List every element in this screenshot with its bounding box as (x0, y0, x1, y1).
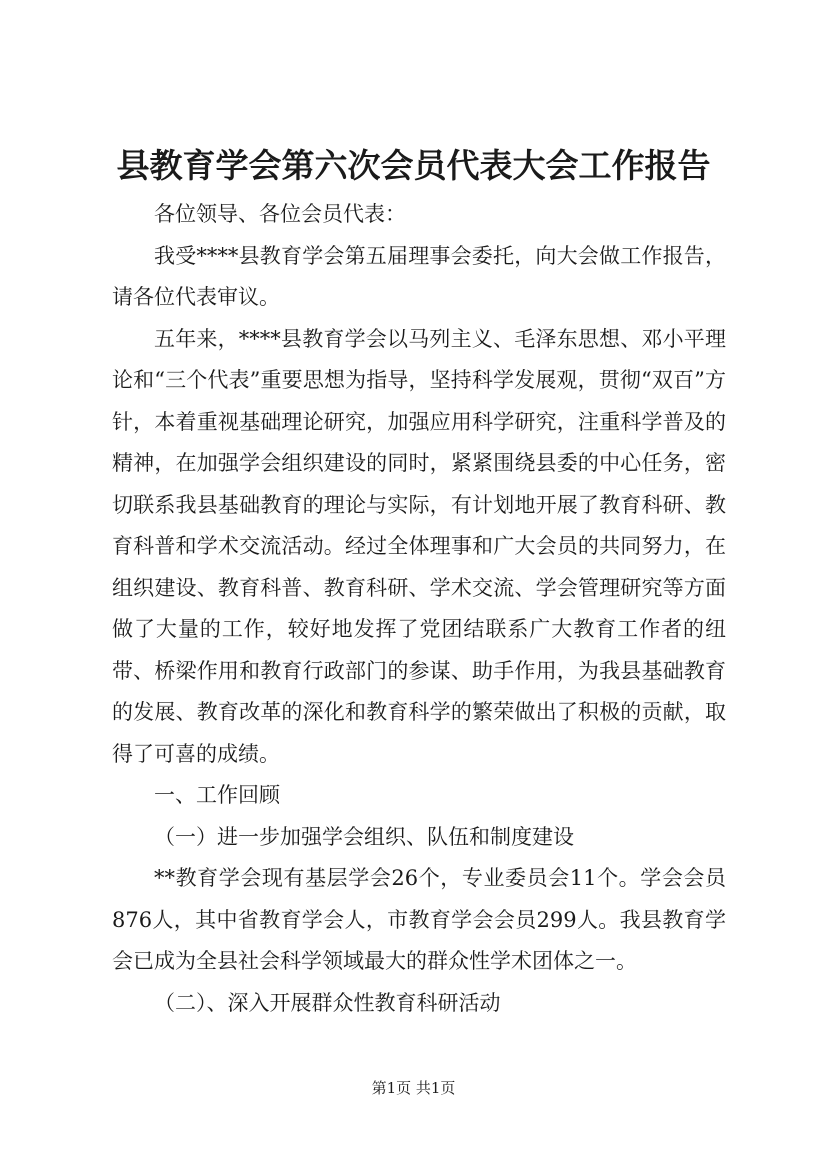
section-heading: 一、工作回顾 (154, 783, 280, 807)
document-body (112, 194, 726, 1024)
page-footer: 第1页 共1页 (371, 1079, 456, 1097)
subsection-heading-1: （一）进一步加强学会组织、队伍和制度建设 (154, 824, 574, 849)
paragraph-summary: 五年来，****县教育学会以马列主义、毛泽东思想、邓小平理论和“三个代表”重要思想为指导，坚持科学发展观，贯彻“双百”方针，本着重视基础理论研究，加强应用科学研究，注重科学普及的精神，在加强学会组织建设的同时，紧紧围绕县委的中心任务，密切联系我县基础教育的理论与实际，有计划地开展了教育科研、教育科普和学术交流活动。经过全体理事和广大会员的共同努力，在组织建设、教育科普、教育科研、学术交流、学会管理研究等方面做了大量的工作，较好地发挥了党团结联系广大教育工作者的纽带、桥梁作用和教育行政部门的参谋、助手作用，为我县基础教育的发展、教育改革的深化和教育科学的繁荣做出了积极的贡献，取得了可喜的成绩。 (112, 326, 726, 766)
paragraph-intro: 我受****县教育学会第五届理事会委托，向大会做工作报告，请各位代表审议。 (112, 243, 726, 309)
document-title: 县教育学会第六次会员代表大会工作报告 (116, 146, 711, 185)
paragraph-salutation: 各位领导、各位会员代表： (154, 202, 406, 226)
paragraph-organization: **教育学会现有基层学会26个，专业委员会11个。学会会员876人，其中省教育学会人，市教育学会会员299人。我县教育学会已成为全县社会科学领域最大的群众性学术团体之一。 (112, 866, 726, 973)
subsection-heading-2: （二）、深入开展群众性教育科研活动 (154, 990, 501, 1015)
